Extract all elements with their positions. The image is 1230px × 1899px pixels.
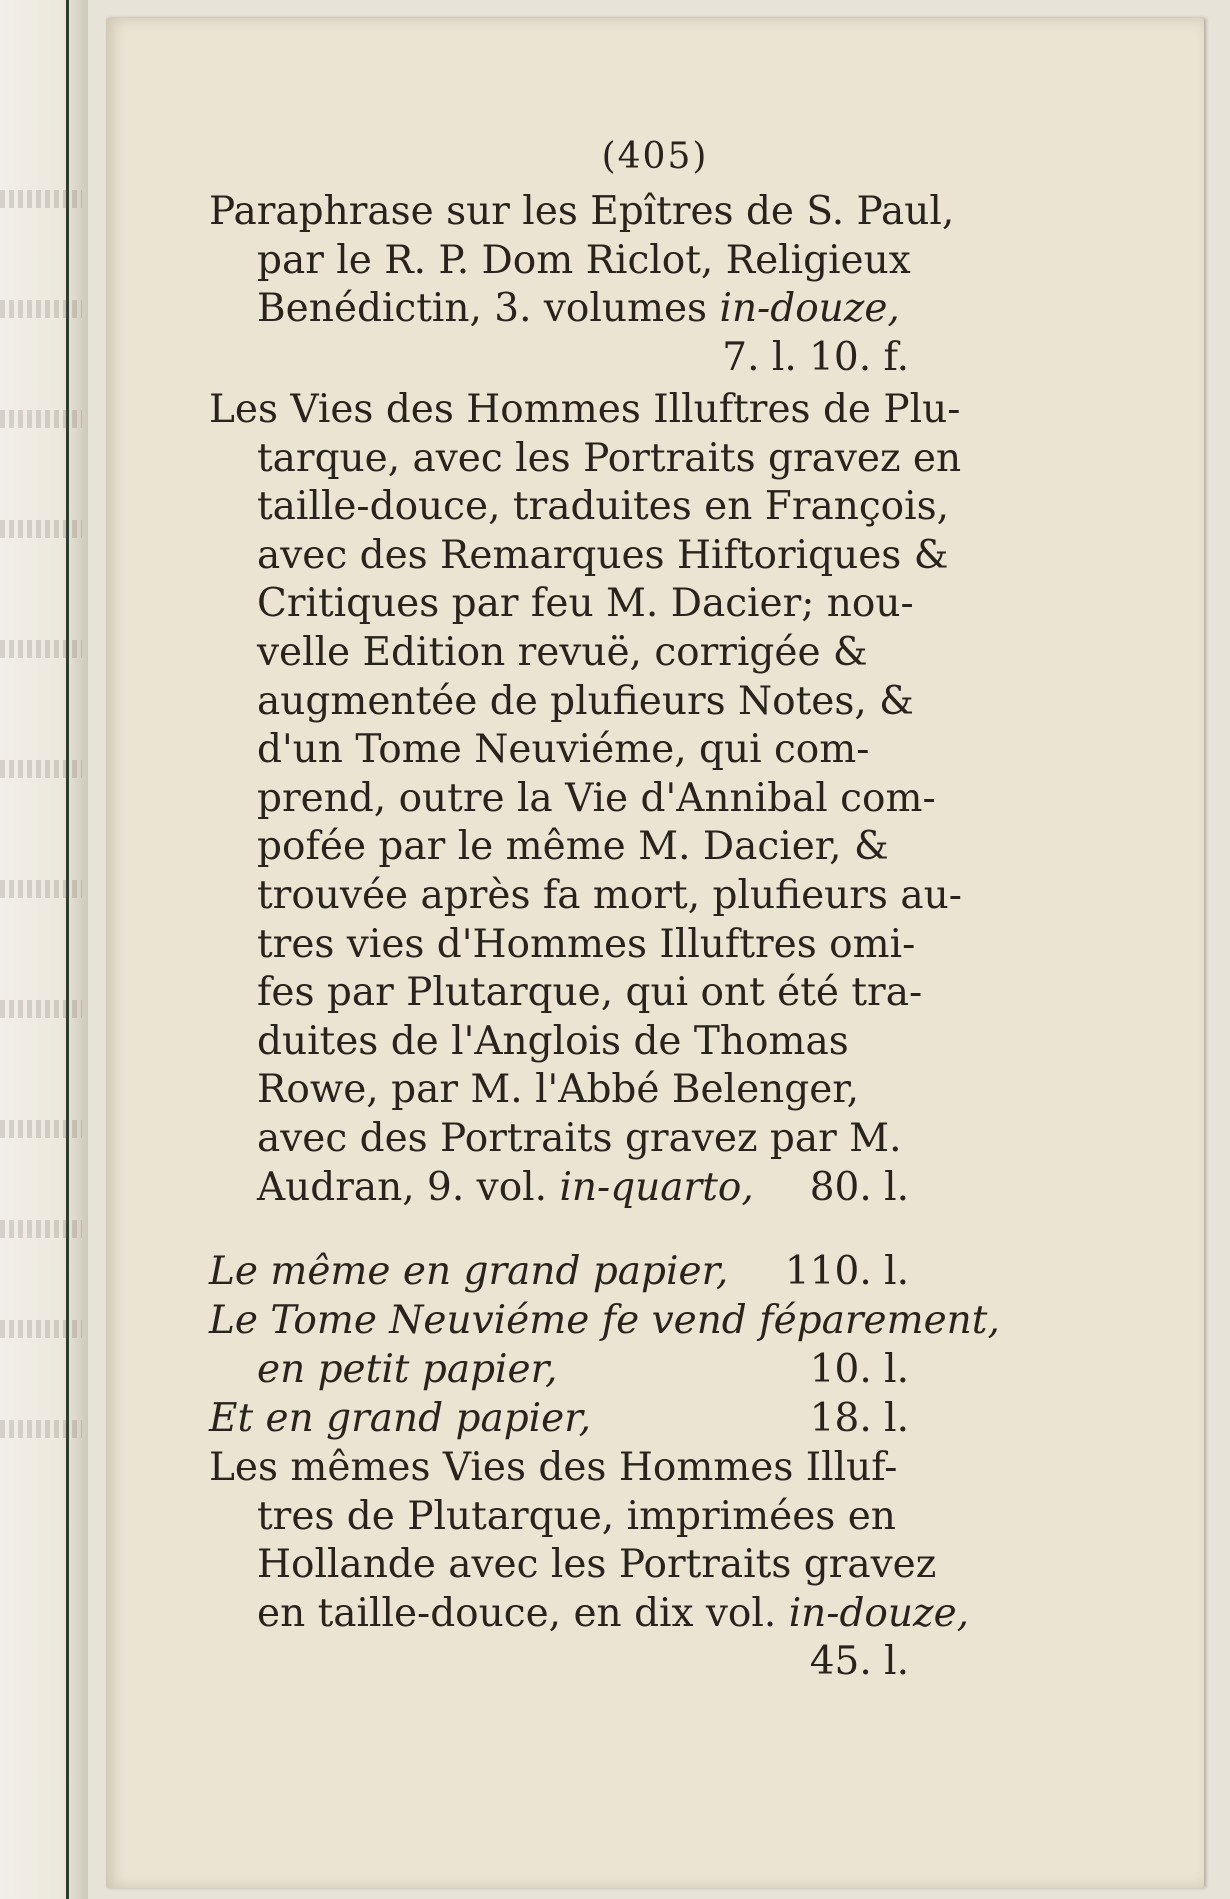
entry-line: Et en grand papier, 18. l. [209, 1395, 909, 1444]
bleed-through-text [0, 520, 82, 538]
catalog-entry [209, 1248, 909, 1297]
bleed-through-text [0, 760, 82, 778]
format-label: in-douze, [788, 1590, 970, 1636]
entry-price: 80. l. [809, 1164, 909, 1210]
catalog-entry [209, 1395, 909, 1444]
entry-line: avec des Remarques Hiftoriques & [257, 532, 949, 578]
bleed-through-text [0, 1220, 82, 1238]
page-number: (405) [601, 136, 709, 177]
entry-price: 10. l. [809, 1346, 909, 1392]
bleed-through-text [0, 1420, 82, 1438]
entry-price: 110. l. [784, 1249, 909, 1294]
format-label: in-quarto, [559, 1164, 754, 1210]
entry-line: Le Tome Neuviéme fe vend féparement, [209, 1298, 1000, 1343]
bleed-through-text [0, 640, 82, 658]
entry-line: tarque, avec les Portraits gravez en [257, 435, 962, 481]
entry-line: duites de l'Anglois de Thomas [257, 1018, 849, 1064]
entry-price: 45. l. [809, 1639, 909, 1685]
bleed-through-text [0, 1000, 82, 1018]
catalog-entry [209, 1444, 970, 1687]
entry-line: Audran, 9. vol. in-quarto, 80. l. [257, 1164, 909, 1213]
catalog-entry [209, 188, 955, 382]
bleed-through-text [0, 1320, 82, 1338]
entry-line: Benédictin, 3. volumes in-douze, [257, 286, 900, 332]
entry-line: Hollande avec les Portraits gravez [257, 1542, 937, 1588]
entry-line: tres de Plutarque, imprimées en [257, 1493, 896, 1539]
entry-line: augmentée de plufieurs Notes, & [257, 678, 914, 724]
entry-line: en petit papier, 10. l. [257, 1346, 909, 1395]
entry-line: Rowe, par M. l'Abbé Belenger, [257, 1067, 860, 1113]
entry-line: avec des Portraits gravez par M. [257, 1115, 902, 1161]
spine-binding-line [66, 0, 69, 1899]
catalog-entry [209, 1297, 1000, 1394]
entry-line: Paraphrase sur les Epîtres de S. Paul, [209, 189, 955, 234]
entry-line: pofée par le même M. Dacier, & [257, 824, 889, 870]
bleed-through-text [0, 410, 82, 428]
book-page [106, 18, 1204, 1888]
format-label: in-douze, [719, 286, 900, 332]
entry-line: en taille-douce, en dix vol. in-douze, [257, 1590, 970, 1636]
entry-line: Le même en grand papier, 110. l. [209, 1248, 909, 1297]
bleed-through-text [0, 190, 82, 208]
bleed-through-text [0, 880, 82, 898]
entry-line: fes par Plutarque, qui ont été tra- [257, 970, 923, 1016]
catalog-entry [209, 386, 962, 1212]
entry-line: prend, outre la Vie d'Annibal com- [257, 775, 936, 821]
facing-page-edge [0, 0, 88, 1899]
entry-line: Les Vies des Hommes Illuftres de Plu- [209, 387, 961, 432]
entry-price: 7. l. 10. f. [722, 334, 909, 380]
entry-line: trouvée après fa mort, plufieurs au- [257, 872, 962, 918]
entry-line: velle Edition revuë, corrigée & [257, 629, 868, 675]
entry-line: tres vies d'Hommes Illuftres omi- [257, 921, 916, 967]
entry-price: 18. l. [809, 1396, 909, 1441]
bleed-through-text [0, 1120, 82, 1138]
entry-line: Les mêmes Vies des Hommes Illuf- [209, 1445, 898, 1490]
entry-line: par le R. P. Dom Riclot, Religieux [257, 237, 911, 283]
entry-line: Critiques par feu M. Dacier; nou- [257, 581, 914, 627]
entry-line: taille-douce, traduites en François, [257, 484, 950, 530]
bleed-through-text [0, 300, 82, 318]
entry-line: d'un Tome Neuviéme, qui com- [257, 727, 870, 773]
